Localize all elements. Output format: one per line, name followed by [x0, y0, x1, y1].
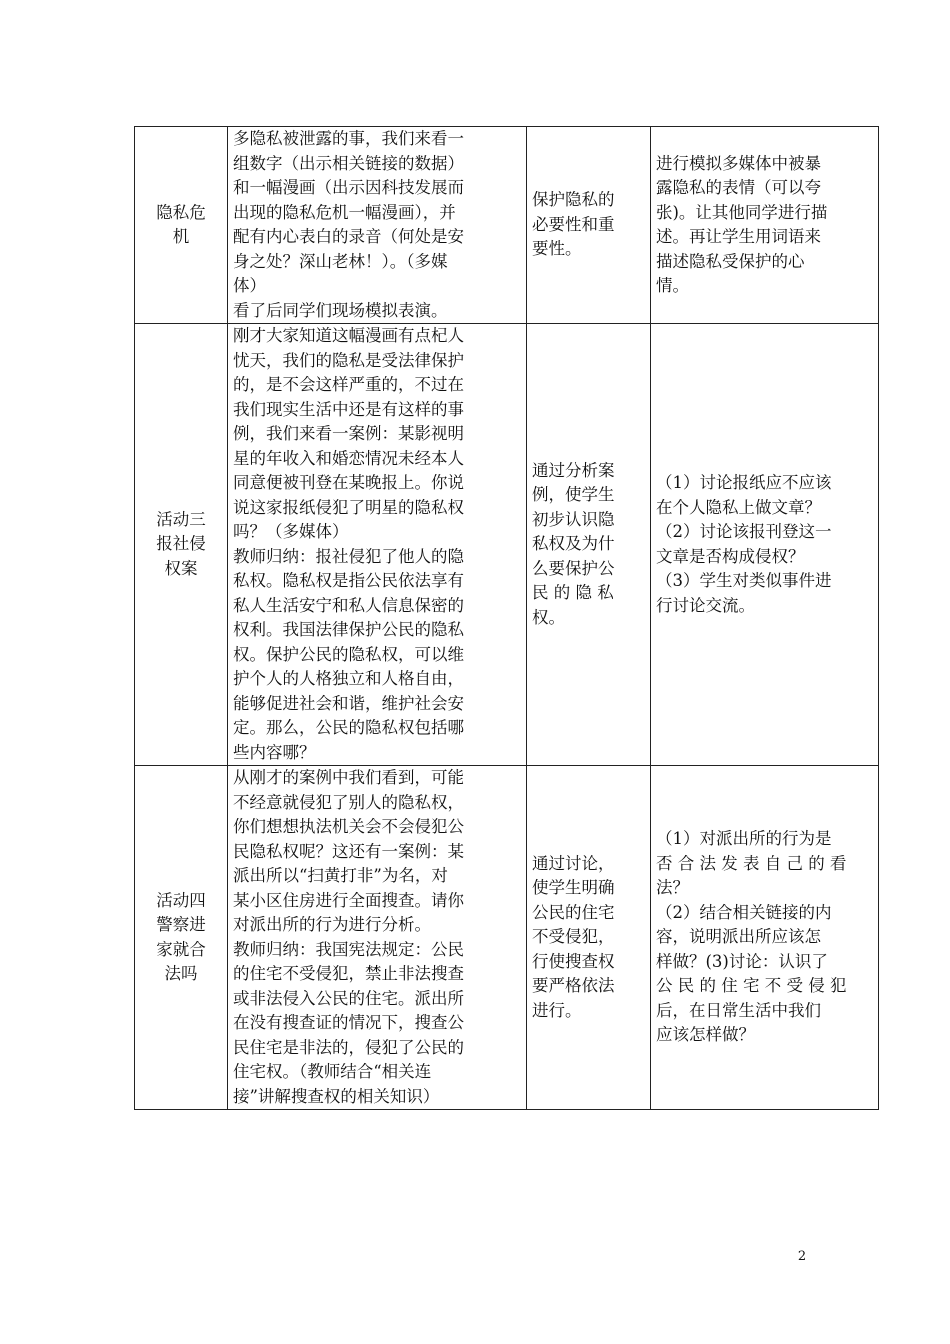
content-line: 星的年收入和婚恋情况未经本人 [233, 448, 464, 468]
content-line: 多隐私被泄露的事，我们来看一 [233, 129, 464, 148]
content-line: 住宅权。（教师结合“相关连 [233, 1062, 432, 1081]
student-line: （1）对派出所的行为是 [656, 829, 832, 849]
activity-line: 活动三 [156, 509, 206, 529]
content-line: 说这家报纸侵犯了明星的隐私权 [233, 497, 464, 517]
content-line: 在没有搜查证的情况下，搜查公 [233, 1013, 464, 1032]
activity-line: 活动四 [156, 890, 206, 910]
content-line: 教师归纳：我国宪法规定：公民 [233, 939, 464, 959]
content-line: 护个人的人格独立和人格自由， [233, 669, 464, 688]
content-line: 接”讲解搜查权的相关知识） [233, 1086, 440, 1106]
student-line: 张)。让其他同学进行描 [656, 202, 828, 222]
student-line: 文章是否构成侵权？ [656, 546, 805, 566]
content-line: 同意便被刊登在某晚报上。你说 [233, 473, 464, 492]
content-line: 派出所以“扫黄打非”为名，对 [233, 866, 448, 885]
content-line: 些内容哪？ [233, 742, 316, 762]
content-line: 的住宅不受侵犯，禁止非法搜查 [233, 964, 464, 983]
student-activity-cell [651, 127, 879, 324]
student-line: 露隐私的表情（可以夸 [656, 178, 821, 197]
content-cell [228, 324, 527, 766]
student-line: 行讨论交流。 [656, 595, 755, 615]
purpose-line: 公民的住宅 [532, 902, 615, 922]
purpose-line: 初步认识隐 [532, 509, 615, 529]
content-line: 权。保护公民的隐私权，可以维 [233, 644, 464, 664]
content-line: 民住宅是非法的，侵犯了公民的 [233, 1037, 464, 1057]
activity-cell [135, 324, 228, 766]
purpose-line: 通过讨论， [532, 853, 615, 873]
content-line: 组数字（出示相关链接的数据） [233, 153, 464, 173]
student-line: 述。再让学生用词语来 [656, 227, 821, 246]
student-line: 进行模拟多媒体中被暴 [656, 153, 821, 173]
purpose-cell [527, 324, 651, 766]
content-line: 民隐私权呢？这还有一案例：某 [233, 841, 464, 861]
content-line: 或非法侵入公民的住宅。派出所 [233, 988, 464, 1008]
student-line: 否 合 法 发 表 自 己 的 看 [656, 853, 847, 873]
purpose-line: 必要性和重 [532, 214, 615, 234]
content-cell [228, 766, 527, 1110]
table-row [135, 766, 879, 1110]
content-line: 教师归纳：报社侵犯了他人的隐 [233, 546, 464, 566]
student-line: 应该怎样做？ [656, 1025, 755, 1045]
content-line: 和一幅漫画（出示因科技发展而 [233, 178, 464, 197]
purpose-line: 例，使学生 [532, 485, 615, 505]
content-line: 刚才大家知道这幅漫画有点杞人 [233, 326, 464, 345]
student-line: 在个人隐私上做文章？ [656, 497, 821, 517]
content-line: 从刚才的案例中我们看到，可能 [233, 768, 464, 787]
activity-cell [135, 766, 228, 1110]
student-line: 后，在日常生活中我们 [656, 1000, 821, 1020]
lesson-plan-table [134, 126, 879, 1110]
content-line: 私人生活安宁和私人信息保密的 [233, 595, 464, 615]
student-line: 描述隐私受保护的心 [656, 251, 805, 271]
table-row [135, 127, 879, 324]
purpose-line: 民 的 隐 私 [532, 583, 614, 603]
table-row [135, 324, 879, 766]
content-line: 权利。我国法律保护公民的隐私 [233, 620, 464, 639]
content-line: 看了后同学们现场模拟表演。 [233, 300, 448, 320]
purpose-line: 行使搜查权 [532, 951, 615, 971]
content-line: 体） [233, 276, 266, 295]
content-cell [228, 127, 527, 324]
content-line: 忧天，我们的隐私是受法律保护 [233, 350, 464, 370]
content-line: 能够促进社会和谐，维护社会安 [233, 693, 464, 713]
activity-cell [135, 127, 228, 324]
purpose-line: 要严格依法 [532, 976, 615, 996]
content-line: 的，是不会这样严重的，不过在 [233, 375, 464, 394]
content-line: 你们想想执法机关会不会侵犯公 [233, 817, 464, 836]
activity-line: 报社侵 [156, 534, 206, 554]
student-activity-cell [651, 766, 879, 1110]
purpose-cell [527, 766, 651, 1110]
activity-line: 警察进 [156, 915, 206, 934]
content-line: 例，我们来看一案例：某影视明 [233, 424, 464, 443]
content-line: 某小区住房进行全面搜查。请你 [233, 890, 464, 910]
student-line: 法？ [656, 878, 689, 898]
student-line: 情。 [656, 276, 689, 295]
activity-line: 法吗 [164, 964, 198, 983]
purpose-line: 要性。 [532, 239, 582, 259]
student-line: 容，说明派出所应该怎 [656, 927, 821, 947]
content-line: 不经意就侵犯了别人的隐私权， [233, 792, 464, 812]
activity-line: 家就合 [156, 939, 206, 959]
activity-line: 隐私危 [156, 202, 206, 222]
content-line: 出现的隐私危机一幅漫画），并 [233, 202, 456, 222]
student-line: （1）讨论报纸应不应该 [656, 473, 832, 492]
content-line: 吗？（多媒体） [233, 522, 349, 541]
purpose-line: 权。 [532, 607, 565, 627]
student-line: （2）讨论该报刊登这一 [656, 522, 832, 541]
purpose-line: 么要保护公 [532, 558, 615, 578]
purpose-line: 使学生明确 [532, 878, 615, 898]
content-line: 身之处？深山老林！）。（多媒 [233, 251, 448, 271]
content-line: 我们现实生活中还是有这样的事 [233, 399, 464, 419]
content-line: 对派出所的行为进行分析。 [233, 915, 431, 934]
student-line: （3）学生对类似事件进 [656, 571, 832, 590]
student-line: 公 民 的 住 宅 不 受 侵 犯 [656, 976, 847, 996]
content-line: 配有内心表白的录音（何处是安 [233, 227, 464, 246]
student-line: 样做？(3)讨论：认识了 [656, 951, 828, 971]
activity-line: 机 [172, 227, 190, 246]
purpose-cell [527, 127, 651, 324]
purpose-line: 通过分析案 [532, 460, 615, 480]
purpose-line: 保护隐私的 [532, 190, 615, 210]
student-line: （2）结合相关链接的内 [656, 902, 832, 922]
purpose-line: 进行。 [532, 1000, 582, 1020]
page-number: 2 [797, 1249, 807, 1264]
content-line: 定。那么，公民的隐私权包括哪 [233, 718, 464, 737]
activity-line: 权案 [164, 558, 198, 578]
purpose-line: 不受侵犯， [532, 927, 615, 947]
student-activity-cell [651, 324, 879, 766]
purpose-line: 私权及为什 [532, 534, 615, 554]
content-line: 私权。隐私权是指公民依法享有 [233, 571, 464, 590]
